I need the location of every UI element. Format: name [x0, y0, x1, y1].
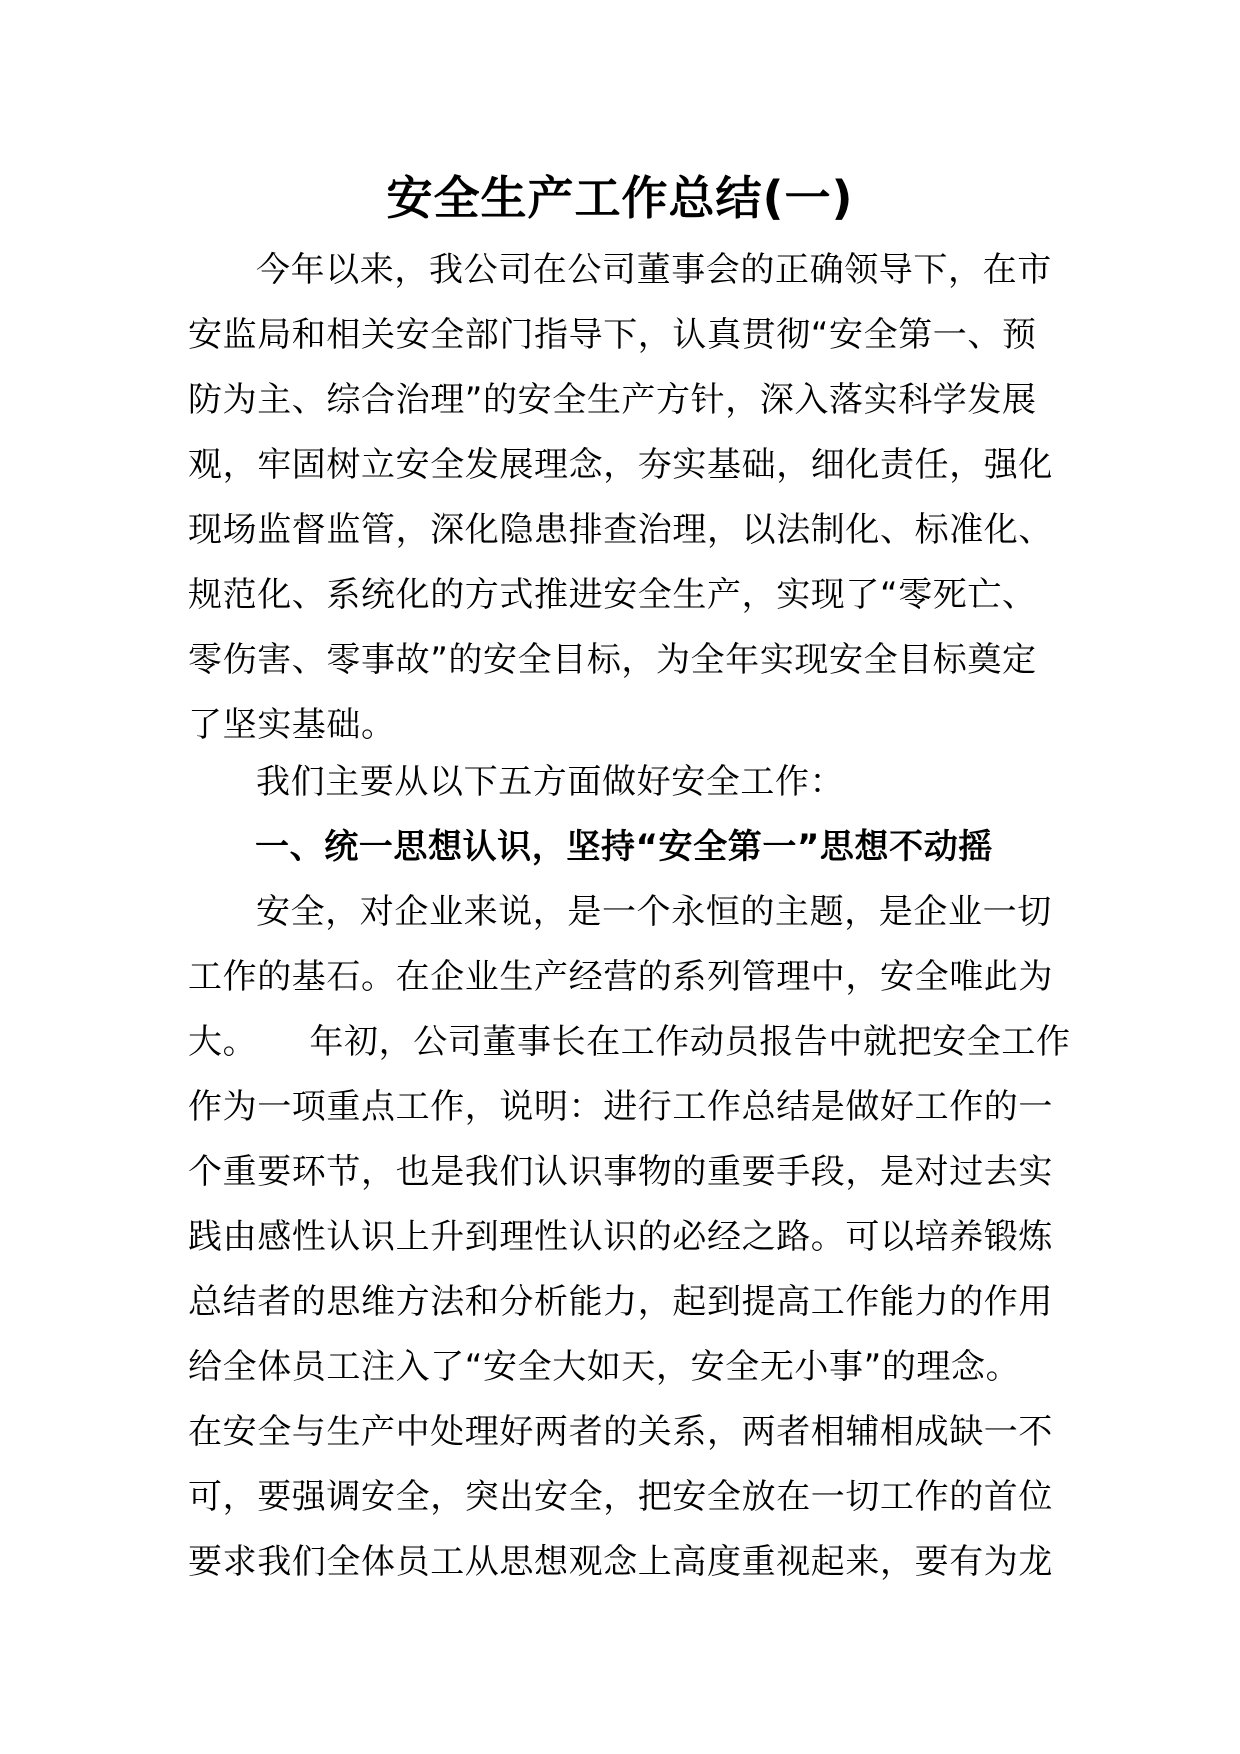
- paragraph-line: 了坚实基础。: [188, 705, 396, 745]
- paragraph-line: 工作的基石。在企业生产经营的系列管理中，安全唯此为: [188, 957, 1053, 997]
- paragraph-line: 给全体员工注入了“安全大如天，安全无小事”的理念。: [188, 1347, 1021, 1387]
- paragraph-line: 安全，对企业来说，是一个永恒的主题，是企业一切: [256, 892, 1052, 932]
- paragraph-intro: [188, 238, 1058, 758]
- paragraph-line: 观，牢固树立安全发展理念，夯实基础，细化责任，强化: [188, 445, 1053, 485]
- paragraph-line: 我们主要从以下五方面做好安全工作：: [256, 762, 845, 802]
- paragraph-overview: [188, 750, 1058, 815]
- paragraph-line: 现场监督监管，深化隐患排查治理，以法制化、标准化、: [188, 510, 1053, 550]
- paragraph-line: 可，要强调安全，突出安全，把安全放在一切工作的首位: [188, 1477, 1053, 1517]
- paragraph-line: 要求我们全体员工从思想观念上高度重视起来，要有为龙: [188, 1542, 1053, 1582]
- paragraph-line: 规范化、系统化的方式推进安全生产，实现了“零死亡、: [188, 575, 1037, 615]
- document-title: 安全生产工作总结(一): [386, 171, 854, 225]
- paragraph-line: 总结者的思维方法和分析能力，起到提高工作能力的作用: [188, 1282, 1053, 1322]
- paragraph-line: 防为主、综合治理”的安全生产方针，深入落实科学发展: [188, 380, 1037, 420]
- paragraph-line: 践由感性认识上升到理性认识的必经之路。可以培养锻炼: [188, 1217, 1053, 1257]
- paragraph-line: 零伤害、零事故”的安全目标，为全年实现安全目标奠定: [188, 640, 1037, 680]
- paragraph-line: 作为一项重点工作，说明：进行工作总结是做好工作的一: [188, 1087, 1053, 1127]
- paragraph-line: 个重要环节，也是我们认识事物的重要手段，是对过去实: [188, 1152, 1053, 1192]
- paragraph-line: 今年以来，我公司在公司董事会的正确领导下，在市: [256, 250, 1052, 290]
- paragraph-section-1: [188, 880, 1071, 1595]
- section-heading-1: 一、统一思想认识，坚持“安全第一”思想不动摇: [255, 827, 993, 867]
- paragraph-line: 在安全与生产中处理好两者的关系，两者相辅相成缺一不: [188, 1412, 1053, 1452]
- paragraph-line: 大。 年初，公司董事长在工作动员报告中就把安全工作: [188, 1022, 1071, 1062]
- paragraph-line: 安监局和相关安全部门指导下，认真贯彻“安全第一、预: [188, 315, 1037, 355]
